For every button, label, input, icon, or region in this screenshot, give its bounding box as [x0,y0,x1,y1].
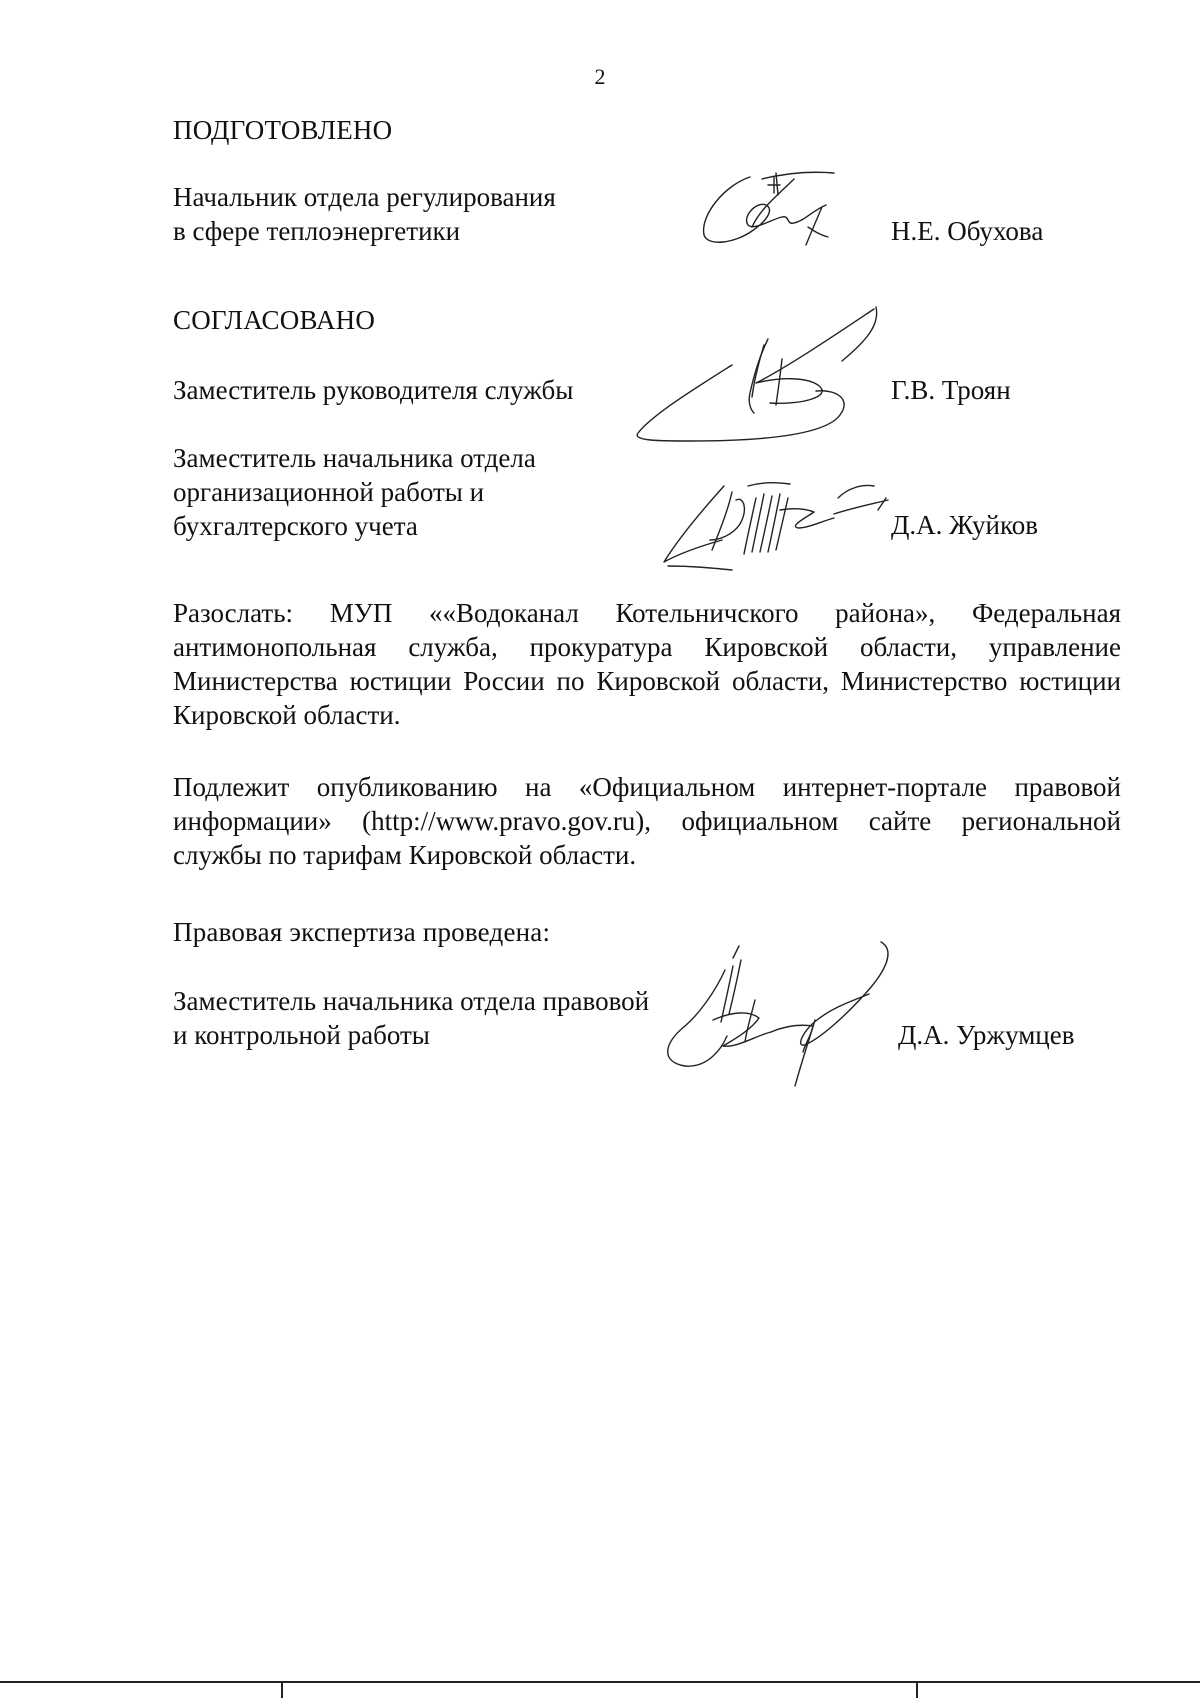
agreed-name-zhuykov: Д.А. Жуйков [891,510,1038,540]
prepared-role: Начальник отдела регулирования в сфере теплоэнергетики [173,182,556,246]
agreed-heading: СОГЛАСОВАНО [173,305,376,335]
prepared-heading: ПОДГОТОВЛЕНО [173,115,393,145]
agreed-role-troyan: Заместитель руководителя службы [173,375,574,405]
legal-review-name: Д.А. Уржумцев [898,1020,1075,1050]
bottom-tick-right [916,1681,918,1698]
signature-troyan [630,305,890,475]
distribution-paragraph: Разослать: МУП ««Водоканал Котельничского района», Федеральная антимонопольная служба, прокуратура Кировской области, управление Министерства юстиции России по Кировской области, Министерство юстиции Кировской области. [173,598,1121,730]
signature-obukhova [690,165,870,265]
prepared-name: Н.Е. Обухова [891,216,1044,246]
agreed-name-troyan: Г.В. Троян [891,375,1011,405]
signature-zhuykov [652,470,912,580]
page-number: 2 [594,64,606,89]
publication-paragraph: Подлежит опубликованию на «Официальном интернет-портале правовой информации» (http://www.pravo.gov.ru), официальном сайте региональной службы по тарифам Кировской области. [173,772,1121,870]
legal-review-role: Заместитель начальника отдела правовой и контрольной работы [173,986,650,1050]
bottom-divider [0,1681,1200,1683]
legal-review-heading: Правовая экспертиза проведена: [173,917,551,947]
agreed-role-zhuykov: Заместитель начальника отдела организационной работы и бухгалтерского учета [173,443,536,541]
bottom-tick-left [281,1681,283,1698]
signature-urzhumtsev [655,940,905,1090]
